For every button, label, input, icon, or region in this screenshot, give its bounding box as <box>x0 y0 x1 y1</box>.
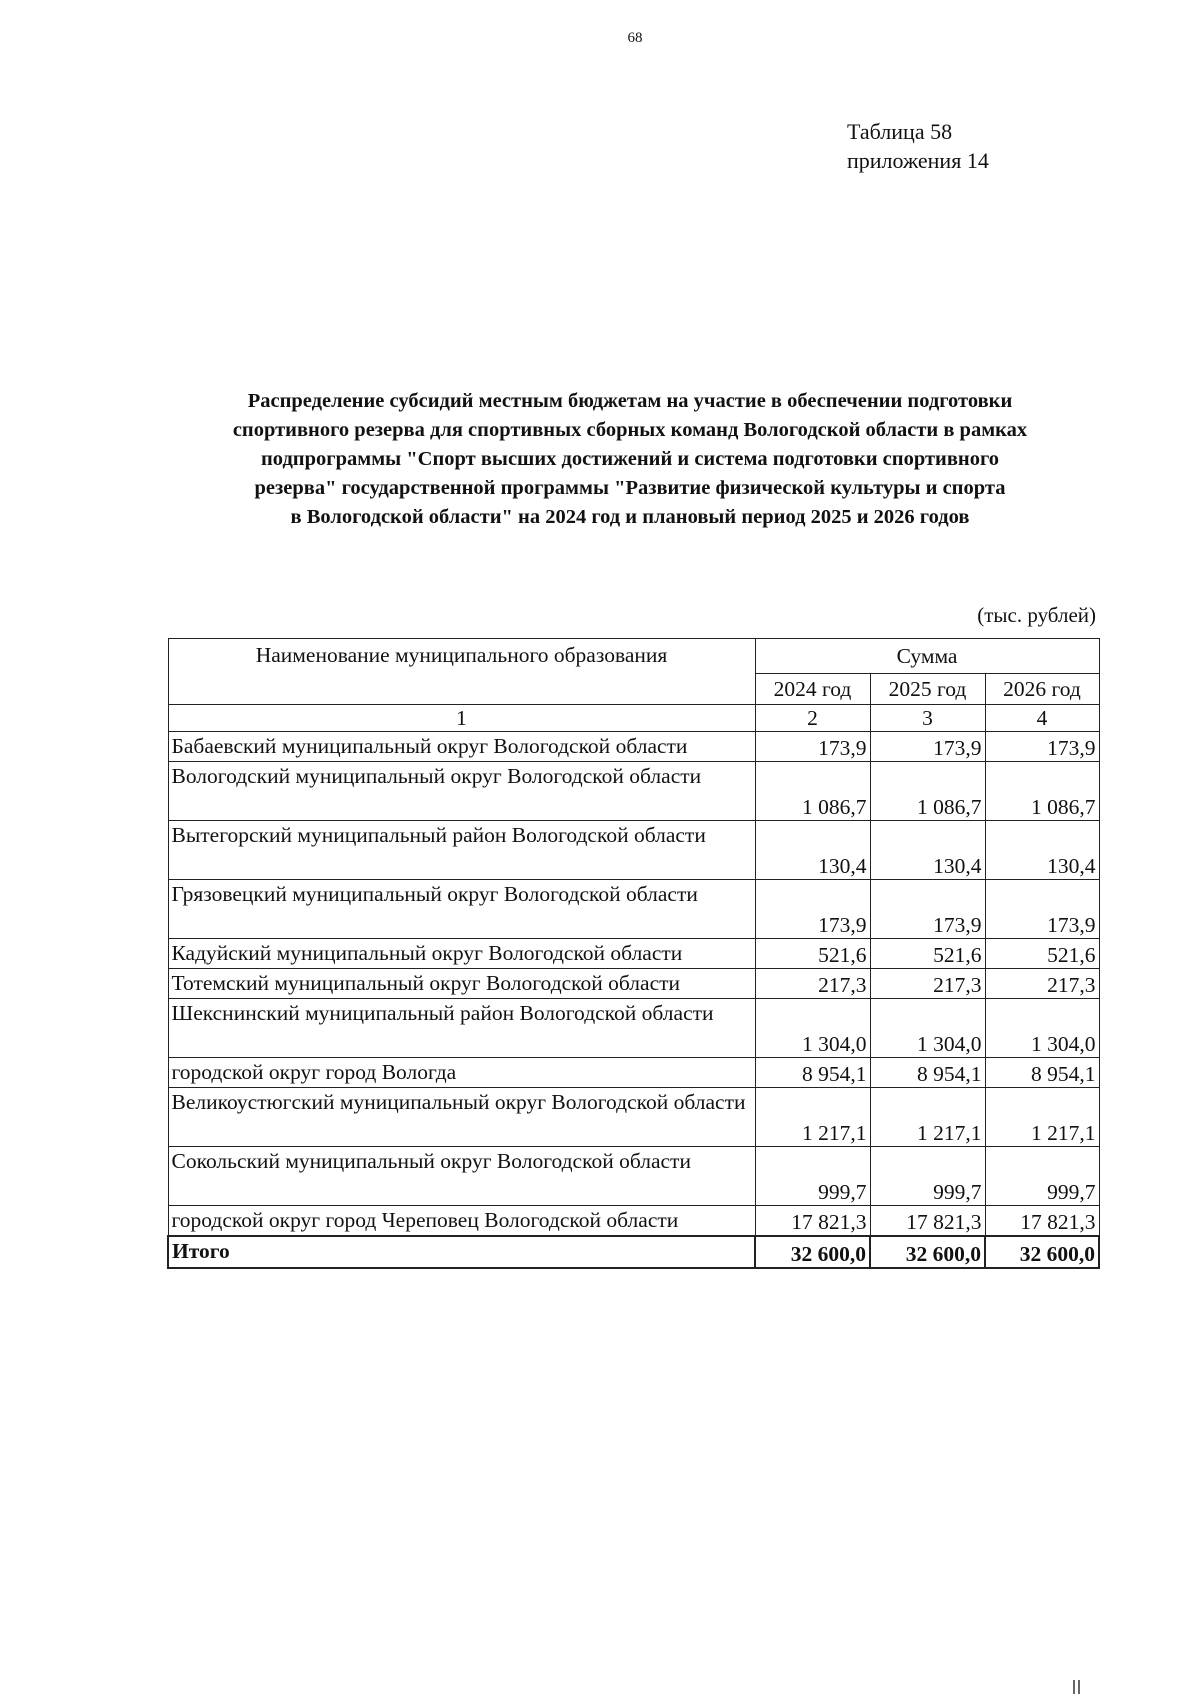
column-number: 2 <box>755 705 870 732</box>
amount-2024: 999,7 <box>755 1147 870 1206</box>
municipality-name: Тотемский муниципальный округ Вологодской области <box>168 969 755 999</box>
amount-2025: 999,7 <box>870 1147 985 1206</box>
amount-2026: 173,9 <box>985 880 1099 939</box>
amount-2024: 1 217,1 <box>755 1088 870 1147</box>
amount-2024: 521,6 <box>755 939 870 969</box>
municipality-name: Великоустюгский муниципальный округ Вологодской области <box>168 1088 755 1147</box>
total-2026: 32 600,0 <box>985 1236 1099 1268</box>
title-line5: в Вологодской области" на 2024 год и плановый период 2025 и 2026 годов <box>290 506 970 528</box>
page-number: 68 <box>627 30 643 46</box>
total-2025: 32 600,0 <box>870 1236 985 1268</box>
amount-2024: 173,9 <box>755 880 870 939</box>
municipality-name: Вытегорский муниципальный район Вологодской области <box>168 821 755 880</box>
title-line1: Распределение субсидий местным бюджетам на участие в обеспечении подготовки <box>247 390 1013 412</box>
table-row <box>168 999 1099 1058</box>
amount-2024: 130,4 <box>755 821 870 880</box>
amount-2026: 1 217,1 <box>985 1088 1099 1147</box>
municipality-name: городской округ город Череповец Вологодской области <box>168 1206 755 1237</box>
amount-2026: 17 821,3 <box>985 1206 1099 1237</box>
amount-2025: 1 217,1 <box>870 1088 985 1147</box>
table-row <box>168 939 1099 969</box>
title-line2: спортивного резерва для спортивных сборных команд Вологодской области в рамках <box>232 419 1028 441</box>
column-number: 4 <box>985 705 1099 732</box>
municipality-name: Грязовецкий муниципальный округ Вологодской области <box>168 880 755 939</box>
amount-2026: 173,9 <box>985 732 1099 762</box>
table-row <box>168 1147 1099 1206</box>
column-number: 3 <box>870 705 985 732</box>
table-row <box>168 1206 1099 1237</box>
scan-mark-icon <box>1071 1680 1083 1694</box>
amount-2024: 1 086,7 <box>755 762 870 821</box>
amount-2026: 1 304,0 <box>985 999 1099 1058</box>
municipality-name: Сокольский муниципальный округ Вологодской области <box>168 1147 755 1206</box>
table-reference <box>847 117 989 175</box>
column-number: 1 <box>168 705 755 732</box>
amount-2024: 217,3 <box>755 969 870 999</box>
amount-2026: 999,7 <box>985 1147 1099 1206</box>
header-year-2026: 2026 год <box>985 674 1099 705</box>
header-year-2024: 2024 год <box>755 674 870 705</box>
amount-2024: 8 954,1 <box>755 1058 870 1088</box>
table-row <box>168 880 1099 939</box>
title-line4: резерва" государственной программы "Развитие физической культуры и спорта <box>254 477 1006 499</box>
amount-2025: 521,6 <box>870 939 985 969</box>
municipality-name: Бабаевский муниципальный округ Вологодской области <box>168 732 755 762</box>
amount-2024: 1 304,0 <box>755 999 870 1058</box>
amount-2026: 8 954,1 <box>985 1058 1099 1088</box>
municipality-name: городской округ город Вологда <box>168 1058 755 1088</box>
amount-2025: 8 954,1 <box>870 1058 985 1088</box>
document-title <box>150 387 1110 532</box>
total-row <box>168 1236 1099 1268</box>
subsidy-table <box>167 638 1100 1269</box>
table-row <box>168 762 1099 821</box>
amount-2024: 17 821,3 <box>755 1206 870 1237</box>
amount-2026: 521,6 <box>985 939 1099 969</box>
amount-2026: 1 086,7 <box>985 762 1099 821</box>
header-year-2025: 2025 год <box>870 674 985 705</box>
amount-2026: 217,3 <box>985 969 1099 999</box>
amount-2025: 217,3 <box>870 969 985 999</box>
amount-2024: 173,9 <box>755 732 870 762</box>
table-row <box>168 732 1099 762</box>
table-ref-line1: Таблица 58 <box>847 119 953 144</box>
amount-2025: 173,9 <box>870 732 985 762</box>
municipality-name: Шекснинский муниципальный район Вологодской области <box>168 999 755 1058</box>
amount-2025: 130,4 <box>870 821 985 880</box>
amount-2025: 1 086,7 <box>870 762 985 821</box>
total-label: Итого <box>168 1236 755 1268</box>
table-row <box>168 1058 1099 1088</box>
units-label: (тыс. рублей) <box>977 603 1096 627</box>
table-ref-line2: приложения 14 <box>847 148 989 173</box>
total-2024: 32 600,0 <box>755 1236 870 1268</box>
title-line3: подпрограммы "Спорт высших достижений и система подготовки спортивного <box>260 448 1000 470</box>
header-sum: Сумма <box>755 639 1099 674</box>
scan-artifact <box>1071 1680 1083 1699</box>
header-municipality: Наименование муниципального образования <box>168 639 755 705</box>
amount-2025: 1 304,0 <box>870 999 985 1058</box>
amount-2025: 173,9 <box>870 880 985 939</box>
municipality-name: Кадуйский муниципальный округ Вологодской области <box>168 939 755 969</box>
table-row <box>168 1088 1099 1147</box>
table-row <box>168 969 1099 999</box>
table-row <box>168 821 1099 880</box>
municipality-name: Вологодский муниципальный округ Вологодской области <box>168 762 755 821</box>
amount-2026: 130,4 <box>985 821 1099 880</box>
amount-2025: 17 821,3 <box>870 1206 985 1237</box>
